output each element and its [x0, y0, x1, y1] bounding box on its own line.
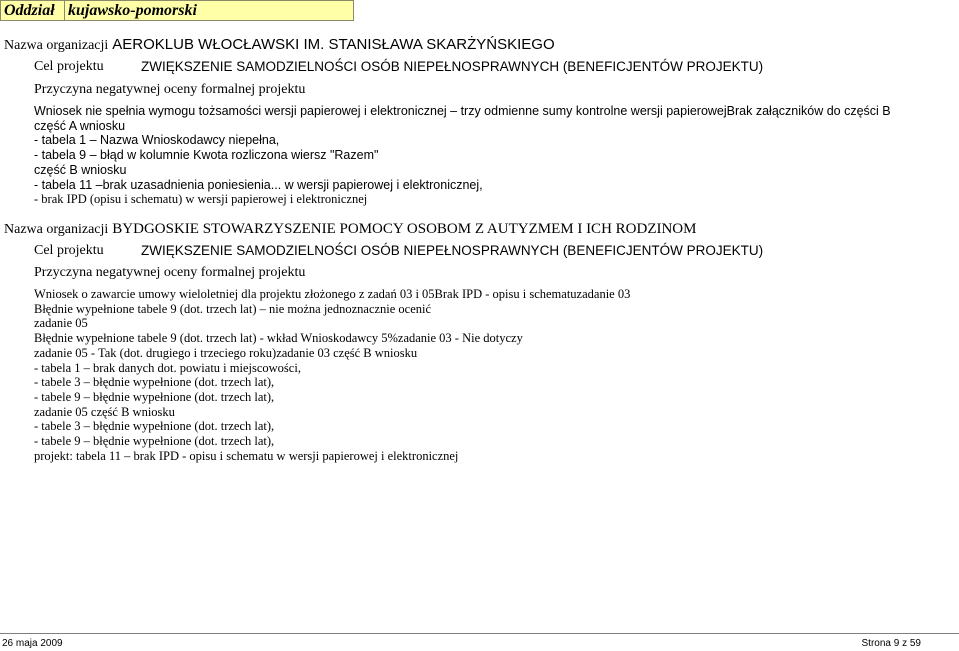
footer-date: 26 maja 2009 [2, 638, 63, 649]
reason-line: zadanie 05 - Tak (dot. drugiego i trzeciego roku)zadanie 03 część B wniosku [34, 345, 418, 360]
footer-page-number: Strona 9 z 59 [861, 638, 921, 649]
reason-text [34, 104, 891, 207]
reason-line: - tabele 3 – błędnie wypełnione (dot. trzech lat), [34, 375, 275, 390]
goal-label: Cel projektu [34, 243, 104, 258]
reason-line: zadanie 05 [34, 316, 88, 331]
goal-value: ZWIĘKSZENIE SAMODZIELNOŚCI OSÓB NIEPEŁNOSPRAWNYCH (BENEFICJENTÓW PROJEKTU) [141, 59, 764, 74]
reason-line: Błędnie wypełnione tabele 9 (dot. trzech lat) - wkład Wnioskodawcy 5%zadanie 03 - Nie dotyczy [34, 331, 523, 346]
reason-text [34, 287, 630, 463]
reason-line: część A wniosku [34, 118, 126, 133]
org-label: Nazwa organizacji [4, 222, 109, 237]
footer-divider [0, 633, 959, 634]
reason-line: projekt: tabela 11 – brak IPD - opisu i schematu w wersji papierowej i elektronicznej [34, 448, 459, 463]
reason-line: - tabela 1 – Nazwa Wnioskodawcy niepełna, [34, 133, 280, 148]
org-label: Nazwa organizacji [4, 38, 109, 53]
reason-line: - tabele 3 – błędnie wypełnione (dot. trzech lat), [34, 419, 275, 434]
goal-label: Cel projektu [34, 59, 104, 74]
org1-name-row [4, 36, 555, 54]
reason-line: część B wniosku [34, 162, 127, 177]
goal-value: ZWIĘKSZENIE SAMODZIELNOŚCI OSÓB NIEPEŁNOSPRAWNYCH (BENEFICJENTÓW PROJEKTU) [141, 243, 764, 258]
reason-label: Przyczyna negatywnej oceny formalnej projektu [34, 265, 306, 280]
org2-name-row [4, 220, 696, 238]
reason-line: Błędnie wypełnione tabele 9 (dot. trzech lat) – nie można jednoznacznie ocenić [34, 301, 432, 316]
branch-value: kujawsko-pomorski [64, 0, 354, 21]
reason-label: Przyczyna negatywnej oceny formalnej projektu [34, 82, 306, 97]
reason-line: zadanie 05 część B wniosku [34, 404, 175, 419]
reason-line: - tabele 9 – błędnie wypełnione (dot. trzech lat), [34, 389, 275, 404]
reason-line: - tabela 1 – brak danych dot. powiatu i miejscowości, [34, 360, 301, 375]
branch-label: Oddział [0, 0, 65, 21]
reason-line: - tabela 9 – błąd w kolumnie Kwota rozliczona wiersz "Razem" [34, 148, 379, 163]
org-name: AEROKLUB WŁOCŁAWSKI IM. STANISŁAWA SKARŻYŃSKIEGO [112, 36, 555, 53]
reason-line: - brak IPD (opisu i schematu) w wersji papierowej i elektronicznej [34, 192, 368, 207]
reason-line: Wniosek nie spełnia wymogu tożsamości wersji papierowej i elektronicznej – trzy odmienne sumy kontrolne wersji papierowejBrak załączników do części B [34, 104, 891, 118]
reason-line: Wniosek o zawarcie umowy wieloletniej dla projektu złożonego z zadań 03 i 05Brak IPD - opisu i schematuzadanie 03 [34, 287, 631, 301]
reason-line: - tabela 11 –brak uzasadnienia poniesienia... w wersji papierowej i elektronicznej, [34, 177, 483, 192]
org-name: BYDGOSKIE STOWARZYSZENIE POMOCY OSOBOM Z AUTYZMEM I ICH RODZINOM [112, 221, 697, 237]
reason-line: - tabele 9 – błędnie wypełnione (dot. trzech lat), [34, 434, 275, 449]
